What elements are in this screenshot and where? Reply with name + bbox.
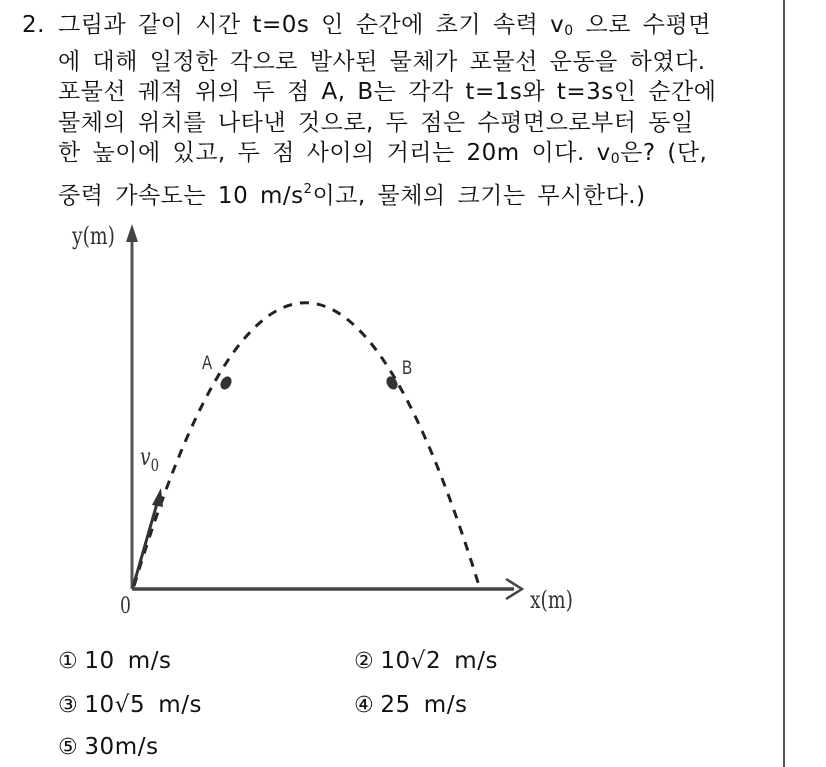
question-line-6: 중력 가속도는 10 $m/s^2$이고, 물체의 크기는 무시한다.)	[58, 181, 646, 209]
point-a-marker	[218, 374, 234, 391]
choice-3[interactable]: ③ 10√5 m/s	[58, 692, 203, 718]
y-axis-label: y(m)	[72, 222, 115, 250]
choice-marker: ⑤	[58, 735, 79, 760]
question-stem	[22, 10, 762, 211]
question-line-4: 물체의 위치를 나타낸 것으로, 두 점은 수평면으로부터 동일	[58, 109, 694, 136]
choice-1[interactable]: ① 10 m/s	[58, 648, 172, 674]
projectile-figure	[0, 200, 620, 640]
question-line-3: 포물선 궤적 위의 두 점 A, B는 각각 t=1s와 t=3s인 순간에	[58, 79, 717, 105]
velocity-label: $v_0$	[140, 443, 160, 476]
velocity-arrowhead-icon	[152, 488, 163, 507]
x-axis-label: x(m)	[530, 586, 573, 614]
origin-label: 0	[120, 594, 131, 619]
question-line-5: 한 높이에 있고, 두 점 사이의 거리는 20m 이다. $v_0$은? (단,	[58, 140, 708, 167]
initial-velocity-arrow	[133, 500, 158, 587]
y-axis-arrowhead-icon	[126, 224, 138, 242]
choice-4[interactable]: ④ 25 m/s	[354, 692, 468, 718]
column-divider	[783, 0, 785, 767]
question-line-2: 에 대해 일정한 각으로 발사된 물체가 포물선 운동을 하였다.	[58, 48, 706, 75]
choice-marker: ②	[354, 649, 375, 674]
point-b-marker	[384, 374, 400, 391]
point-b-label: B	[402, 358, 413, 379]
trajectory-diagram	[0, 200, 620, 640]
choice-marker: ④	[354, 693, 375, 718]
choice-5[interactable]: ⑤ 30m/s	[58, 734, 159, 760]
point-a-label: A	[202, 353, 213, 374]
question-line-1: 2. 그림과 같이 시간 t=0s 인 순간에 초기 속력 $v_0$ 으로 수평면	[22, 12, 711, 39]
choice-marker: ③	[58, 693, 79, 718]
parabolic-trajectory	[134, 303, 480, 589]
question-number: 2.	[22, 12, 45, 38]
choice-marker: ①	[58, 649, 79, 674]
choice-2[interactable]: ② 10√2 m/s	[354, 648, 499, 674]
